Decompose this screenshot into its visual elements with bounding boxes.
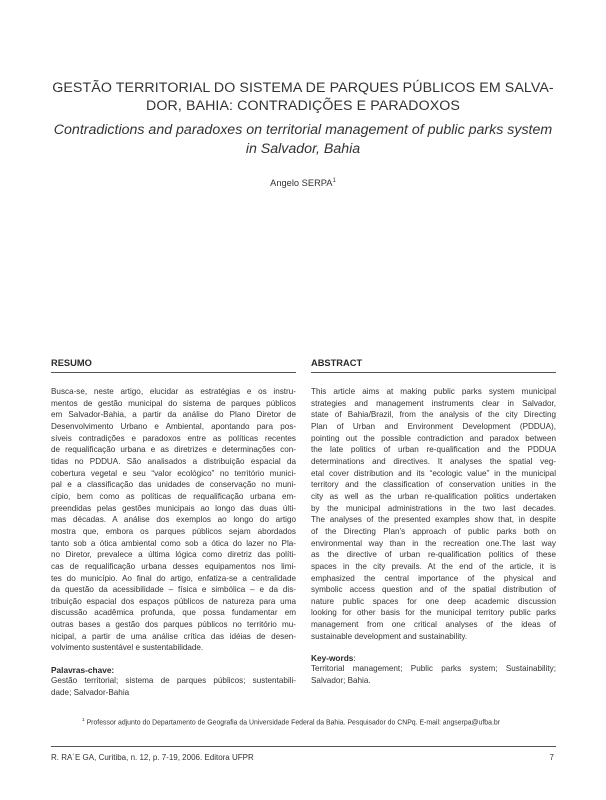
text-line: cobertura vegetal e seu “valor ecológico” no território munici- [51, 468, 296, 478]
text-line: This article aims at making public parks system municipal [311, 387, 556, 396]
footnote-text: Professor adjunto do Departamento de Geografia da Universidade Federal da Bahia. Pesquisador do CNPq. E-mail: angserpa@ufba.br [84, 719, 500, 727]
resumo-heading: RESUMO [51, 358, 296, 373]
key-words-colon: : [353, 653, 356, 664]
text-line: dade; Salvador-Bahia [51, 687, 130, 697]
text-line: environmental way than in the recreation one.The last way [311, 538, 556, 548]
text-line: of the Directing Plan’s approach of public parks both on [311, 526, 556, 536]
article-subtitle-english [52, 121, 554, 158]
abstract-heading: ABSTRACT [311, 358, 556, 373]
key-words-text [311, 663, 556, 686]
footer-rule [51, 746, 556, 747]
text-line: Gestão territorial; sistema de parques públicos; sustentabili- [51, 676, 296, 686]
text-line: symbolic access question and of the spatial distribution of [311, 585, 556, 595]
text-line: tanto sob a ótica ambiental como sob a ótica do lazer no Pla- [51, 538, 296, 548]
abstract-column [311, 358, 556, 687]
text-line: city as well as the urban re-qualification politics undertaken [311, 491, 556, 501]
footnote-mark: 1 [82, 718, 85, 723]
text-line: Territorial management; Public parks system; Sustainability; [311, 664, 556, 674]
resumo-column [51, 358, 296, 698]
author-footnote-mark: 1 [332, 178, 336, 184]
text-line: tidas no PDDUA. São analisados a distribuição espacial da [51, 456, 296, 466]
abstract-text [311, 386, 556, 642]
key-words-heading [311, 653, 556, 663]
text-line: management from one critical analyses of the ideas of [311, 620, 556, 630]
key-words-label: Key-words [311, 653, 354, 664]
text-line: em Salvador-Bahia, a partir da análise do Plano Diretor de [51, 410, 296, 420]
subtitle-line: Contradictions and paradoxes on territorial management of public parks system [53, 122, 553, 138]
text-line: etal cover distribution and its “ecologic value” in the municipal [311, 468, 556, 478]
title-line: DOR, BAHIA: CONTRADIÇÕES E PARADOXOS [146, 98, 460, 114]
text-line: síveis contradições e paradoxos entre as políticas recentes [51, 433, 296, 443]
author-footnote [82, 718, 562, 726]
resumo-text [51, 386, 296, 654]
text-line: da questão da acessibilidade – física e simbólica – e da dis- [51, 585, 296, 595]
text-line: volvimento sustentável e sustentabilidade. [51, 643, 204, 653]
journal-citation: R. RA´E GA, Curitiba, n. 12, p. 7-19, 2006. Editora UFPR [51, 753, 254, 762]
text-line: cas de requalificação urbana desses equipamentos nos limi- [51, 561, 296, 571]
text-line: mas décadas. A análise dos exemplos ao longo do artigo [51, 515, 296, 525]
text-line: pointing out the possible contradiction and paradox between [311, 433, 556, 443]
text-line: Busca-se, neste artigo, elucidar as estratégias e os instru- [51, 387, 296, 396]
text-line: spaces in the city prevails. At the end of the article, it is [311, 561, 556, 571]
author-line [52, 178, 554, 188]
text-line: no Diretor, prevalece a última lógica como diretriz das políti- [51, 550, 296, 560]
text-line: state of Bahia/Brazil, from the analysis of the city Directing [311, 410, 556, 420]
text-line: preendidas pelas gestões municipais ao longo das duas últi- [51, 503, 296, 513]
palavras-chave-heading: Palavras-chave: [51, 665, 115, 676]
text-line: discussão acadêmica profunda, que possa fundamentar em [51, 608, 296, 618]
text-line: nicipal, a partir de uma análise crítica das idéias de desen- [51, 631, 296, 641]
page-number: 7 [549, 753, 554, 762]
palavras-chave-text [51, 675, 296, 698]
text-line: determinations and directives. It analyses the spatial veg- [311, 456, 556, 466]
text-line: strategies and management instruments clear in Salvador, [311, 398, 556, 408]
title-line: GESTÃO TERRITORIAL DO SISTEMA DE PARQUES PÚBLICOS EM SALVA- [52, 80, 554, 96]
text-line: The analyses of the presented examples show that, in despite [311, 515, 556, 525]
subtitle-line: in Salvador, Bahia [245, 140, 361, 157]
text-line: outras bases a gestão dos parques públicos no território mu- [51, 620, 296, 630]
text-line: tes do município. Ao final do artigo, enfatiza-se a centralidade [51, 573, 296, 583]
text-line: mentos de gestão municipal do sistema de parques públicos [51, 398, 296, 408]
text-line: Salvador; Bahia. [311, 676, 371, 686]
text-line: Desenvolvimento Urbano e Ambiental, apontando para pos- [51, 421, 296, 431]
text-line: by the municipal administrations in the two last decades. [311, 503, 556, 513]
text-line: territory and the classification of conservation unities in the [311, 480, 556, 490]
article-title [52, 79, 554, 115]
text-line: sustainable development and sustainability. [311, 631, 468, 641]
text-line: mostra que, embora os parques públicos sejam abordados [51, 526, 296, 536]
text-line: nature public spaces for one deep academic discussion [311, 596, 556, 606]
text-line: cípio, bem como as políticas de requalificação urbana em- [51, 491, 296, 501]
text-line: looking for other basis for the municipal territory public parks [311, 608, 556, 618]
text-line: as the directive of urban re-qualification politics of these [311, 550, 556, 560]
text-line: the late politics of urban re-qualification and the PDDUA [311, 445, 556, 455]
text-line: de requalificação urbana e as diretrizes e determinações con- [51, 445, 296, 455]
author-name: Angelo SERPA [270, 178, 333, 189]
text-line: Plan of Urban and Environment Development (PDDUA), [311, 421, 556, 431]
text-line: tribuição espacial dos espaços públicos de natureza para uma [51, 596, 296, 606]
text-line: pal e a classificação das unidades de conservação no muni- [51, 480, 296, 490]
text-line: emphasized the central importance of the physical and [311, 573, 556, 583]
